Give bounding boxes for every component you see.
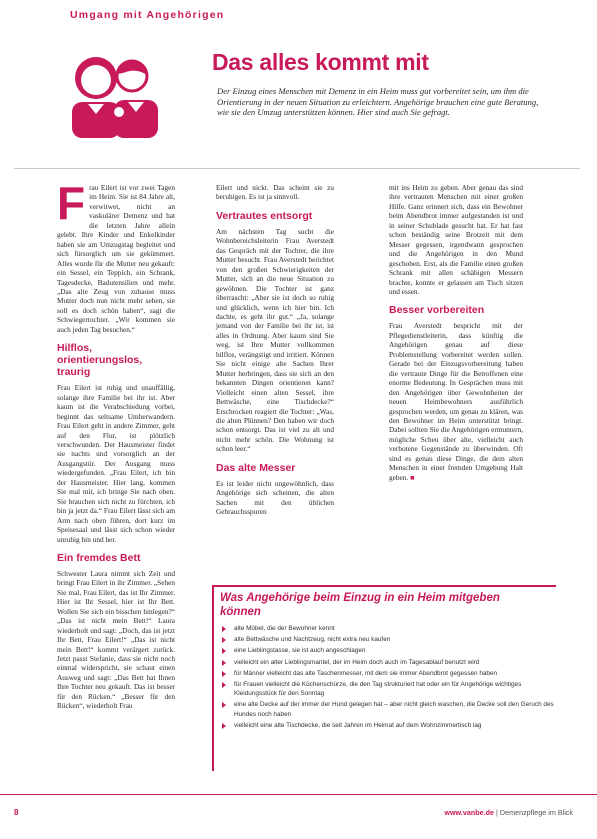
drop-cap: F [57,177,86,229]
list-item [220,658,556,667]
tip-list [220,624,556,730]
list-item [220,700,556,718]
list-item [220,624,556,633]
footer-publication: | Demenzpflege im Blick [496,808,573,817]
list-item [220,635,556,644]
tip-box-title: Was Angehörige beim Einzug in ein Heim mitgeben können [220,592,500,618]
list-item-text: für Männer vielleicht das alte Taschenmesser, mit dem sie immer Abendbrot gegessen haben [234,669,498,677]
triangle-bullet-icon [222,702,226,708]
list-item [220,669,556,678]
subheading: Vertrautes entsorgt [216,209,313,222]
paragraph: Am nächsten Tag sucht die Wohnbereichsleiterin Frau Averstedt das Gespräch mit der Tochter, die ihre Mutter besucht. Frau Averstedt berichtet von den großen Schwierigkeiten der Mutter, sich an die neue Situation zu gewöhnen. Die Tochter ist ganz überrascht: „Aber sie ist doch so ruhig und glücklich, wenn ich hier bin. Ich dachte, es geht ihr gut.“ „Ja, solange jemand von der Familie bei ihr ist, ist alles in Ordnung. Aber kaum sind Sie weg, ist Ihre Mutter vollkommen hilflos, verängstigt und irritiert. Können Sie nicht einige alte Sachen Ihrer Mutter herbringen, dass sie sich an den bekannten Dingen orientieren kann? Vielleicht einen alten Sessel, ihre Bettwäsche, eine Tischdecke?“ Erschrocken reagiert die Tochter: „Was, die alten Plünnen? Den haben wir doch schon entsorgt. Das ist viel zu alt und nicht mehr schön. Die Wohnung ist schon leer.“ [216,226,334,454]
paragraph: Schwester Laura nimmt sich Zeit und bringt Frau Eilert in ihr Zimmer. „Sehen Sie mal, Frau Eilert, das ist Ihr Zimmer. Hier ist Ihr Sessel, hier ist Ihr Bett. Wollen Sie sich ein bisschen hinlegen?“ „Das ist nicht mein Bett!“ Laura wiederholt und sagt: „Doch, das ist jetzt Ihr Bett, Frau Eilert!“ „Das ist nicht mein Bett!“ kommt verärgert zurück. Jetzt passt Stefanie, dass sie nicht noch einmal widerspricht, sie schaut einen Ausweg und sagt: „Das Bett hat Ihnen Ihre Tochter neu gekauft. Das ist besser für den Rücken.“ „Besser für den Rücken“, wiederholt Frau [57,568,175,711]
paragraph-text: Frau Averstedt bespricht mit der Pflegedienstleiterin, dass künftig die Angehörigen genau auf diese Problemstellung vorbereitet werden sollen. Gerade bei der Einzugsvorbereitung haben die vertraute Dinge für die Betroffenen eine enorme Bedeutung. In Gesprächen muss mit den Angehörigen über Gewohnheiten der neuen Heimbewohners ausführlich gesprochen werden, um genau zu klären, was den Bewohner im Heim unterstützt bringt. Dabei sollten Sie die Angehörigen ermuntern, mögliche Scheu über alte, vielleicht auch verbotene Gegenstände zu überwinden. Oft sind es genau diese Dinge, die dem alten Menschen in einer fremden Umgebung Halt geben. [389,321,523,482]
list-item-text: alte Bettwäsche und Nachtzeug, nicht extra neu kaufen [234,636,391,644]
subheading: Besser vorbereiten [389,304,485,317]
triangle-bullet-icon [222,660,226,666]
paragraph: mit ins Heim zu geben. Aber genau das sind ihre vertrauten Menschen mit einer großen Hilfe. Ganz erinnert sich, dass ein Bewohner beim Abendbrot immer aufgestanden ist und in seiner Schublade gesucht hat. Er hat fast schon beständig seine Brotzeit mit dem Messer gegessen, irgendwann gesprochen und die Angehörigen in den Mund geschoben. Erst, als die Familie einen großen Schrank mit allen schäbigen Messern brachte, konnte er gelassen am Tisch sitzen und essen. [389,183,523,296]
list-item [220,721,556,730]
list-item-text: vielleicht ein alter Lieblingsmantel, der im Heim doch auch im Tagesablauf benutzt wird [234,658,480,666]
subheading: Hilflos, orientierungslos, traurig [57,342,143,379]
paragraph: Es ist leider nicht ungewöhnlich, dass Angehörige sich scheinen, die alten Sachen mit den üblichen Gebrauchsspuren [216,478,334,517]
subheading: Das alte Messer [216,461,296,474]
article-column-2 [216,183,334,517]
paragraph: Eilert und nickt. Das scheint sie zu beruhigen. Es ist ja sinnvoll. [216,183,334,202]
triangle-bullet-icon [222,723,226,729]
list-item-text: alte Möbel, die der Bewohner kennt [234,625,335,632]
list-item [220,646,556,655]
intro-text: Der Einzug eines Menschen mit Demenz in ein Heim muss gut vorbereitet sein, um ihm die Orientierung in der neuen Situation zu erleichtern. Angehörige brauchen eine gute Beratung, wie sie den Umzug unterstützen können. Hier sind auch Sie gefragt. [217,86,539,118]
list-item [220,680,556,698]
triangle-bullet-icon [222,671,226,677]
triangle-bullet-icon [222,637,226,643]
subheading: Ein fremdes Bett [57,551,141,564]
article-column-1 [57,177,175,711]
triangle-bullet-icon [222,648,226,654]
triangle-bullet-icon [222,682,226,688]
footer-rule [0,794,597,795]
paragraph: rau Eilert ist vor zwei Tagen im Heim. Sie ist 84 Jahre alt, verwitwet, nicht an vaskulärer Demenz und hat die letzten Jahre allein gelebt. Ihre Kinder und Enkelkinder haben sie am Umzugstag begleitet und sich fürsorglich um sie gekümmert. Alles wurde für die Mutter neu gekauft: ein Sessel, ein Teppich, ein Schrank, Tagesdecke, Badutensilien und mehr. „Das alte Zeug von zuhause muss Mutter doch nun nicht mehr sehen, sie soll es doch schön haben“, sagt die Schwiegertochter. „Wir kommen sie auch jeden Tag besuchen.“ [57,183,175,334]
paragraph [389,321,523,482]
list-item-text: eine Lieblingstasse, sie ist auch angeschlagen [234,647,366,655]
triangle-bullet-icon [222,626,226,632]
end-mark-icon: ■ [410,472,415,482]
paragraph: Frau Eilert ist ruhig und unauffällig, solange ihre Familie bei ihr ist. Aber kaum ist die Verabschiedung vorbei, beginnt das seltsame Umherwandern. Frau Eilert geht in andere Zimmer, geht auf den Flur, ist plötzlich verschwunden. Der Hausmeister findet sie nachts und vorsorglich an der Ausgangstür. Der Ausgang muss wiedergefunden. „Frau Eilert, ich bin der Hausmeister. Hier lang, kommen Sie mal mit, ich bringe Sie nach oben. Sie brauchen sich nicht zu fürchten, ich bin ja jetzt da.“ Frau Eilert lässt sich am Arm nach oben führen, dort kurz im Speisesaal und lässt sich schon wieder unruhig hin und her. [57,383,175,544]
footer-source [444,808,573,817]
footer-url-link[interactable]: www.vanbe.de [444,808,495,817]
divider-top [14,168,580,169]
tip-box [212,585,556,771]
section-label: Umgang mit Angehörigen [70,9,225,21]
page-number: 8 [14,808,19,817]
article-column-3 [389,183,523,482]
two-people-icon [58,52,162,140]
list-item-text: eine alte Decke auf der immer der Hund gelegen hat – aber nicht gleich waschen, die Decke soll den Geruch des Hundes noch haben [234,701,554,718]
page-title: Das alles kommt mit [212,49,429,75]
list-item-text: für Frauen vielleicht die Küchenschürze, die den Tag strukturiert hat oder ein für Angehörige wichtiges Kleidungsstück für den Sonntag [234,681,522,698]
list-item-text: vielleicht eine alte Tischdecke, die seit Jahren im Heimat auf dem Wohnzimmertisch lag [234,721,482,729]
